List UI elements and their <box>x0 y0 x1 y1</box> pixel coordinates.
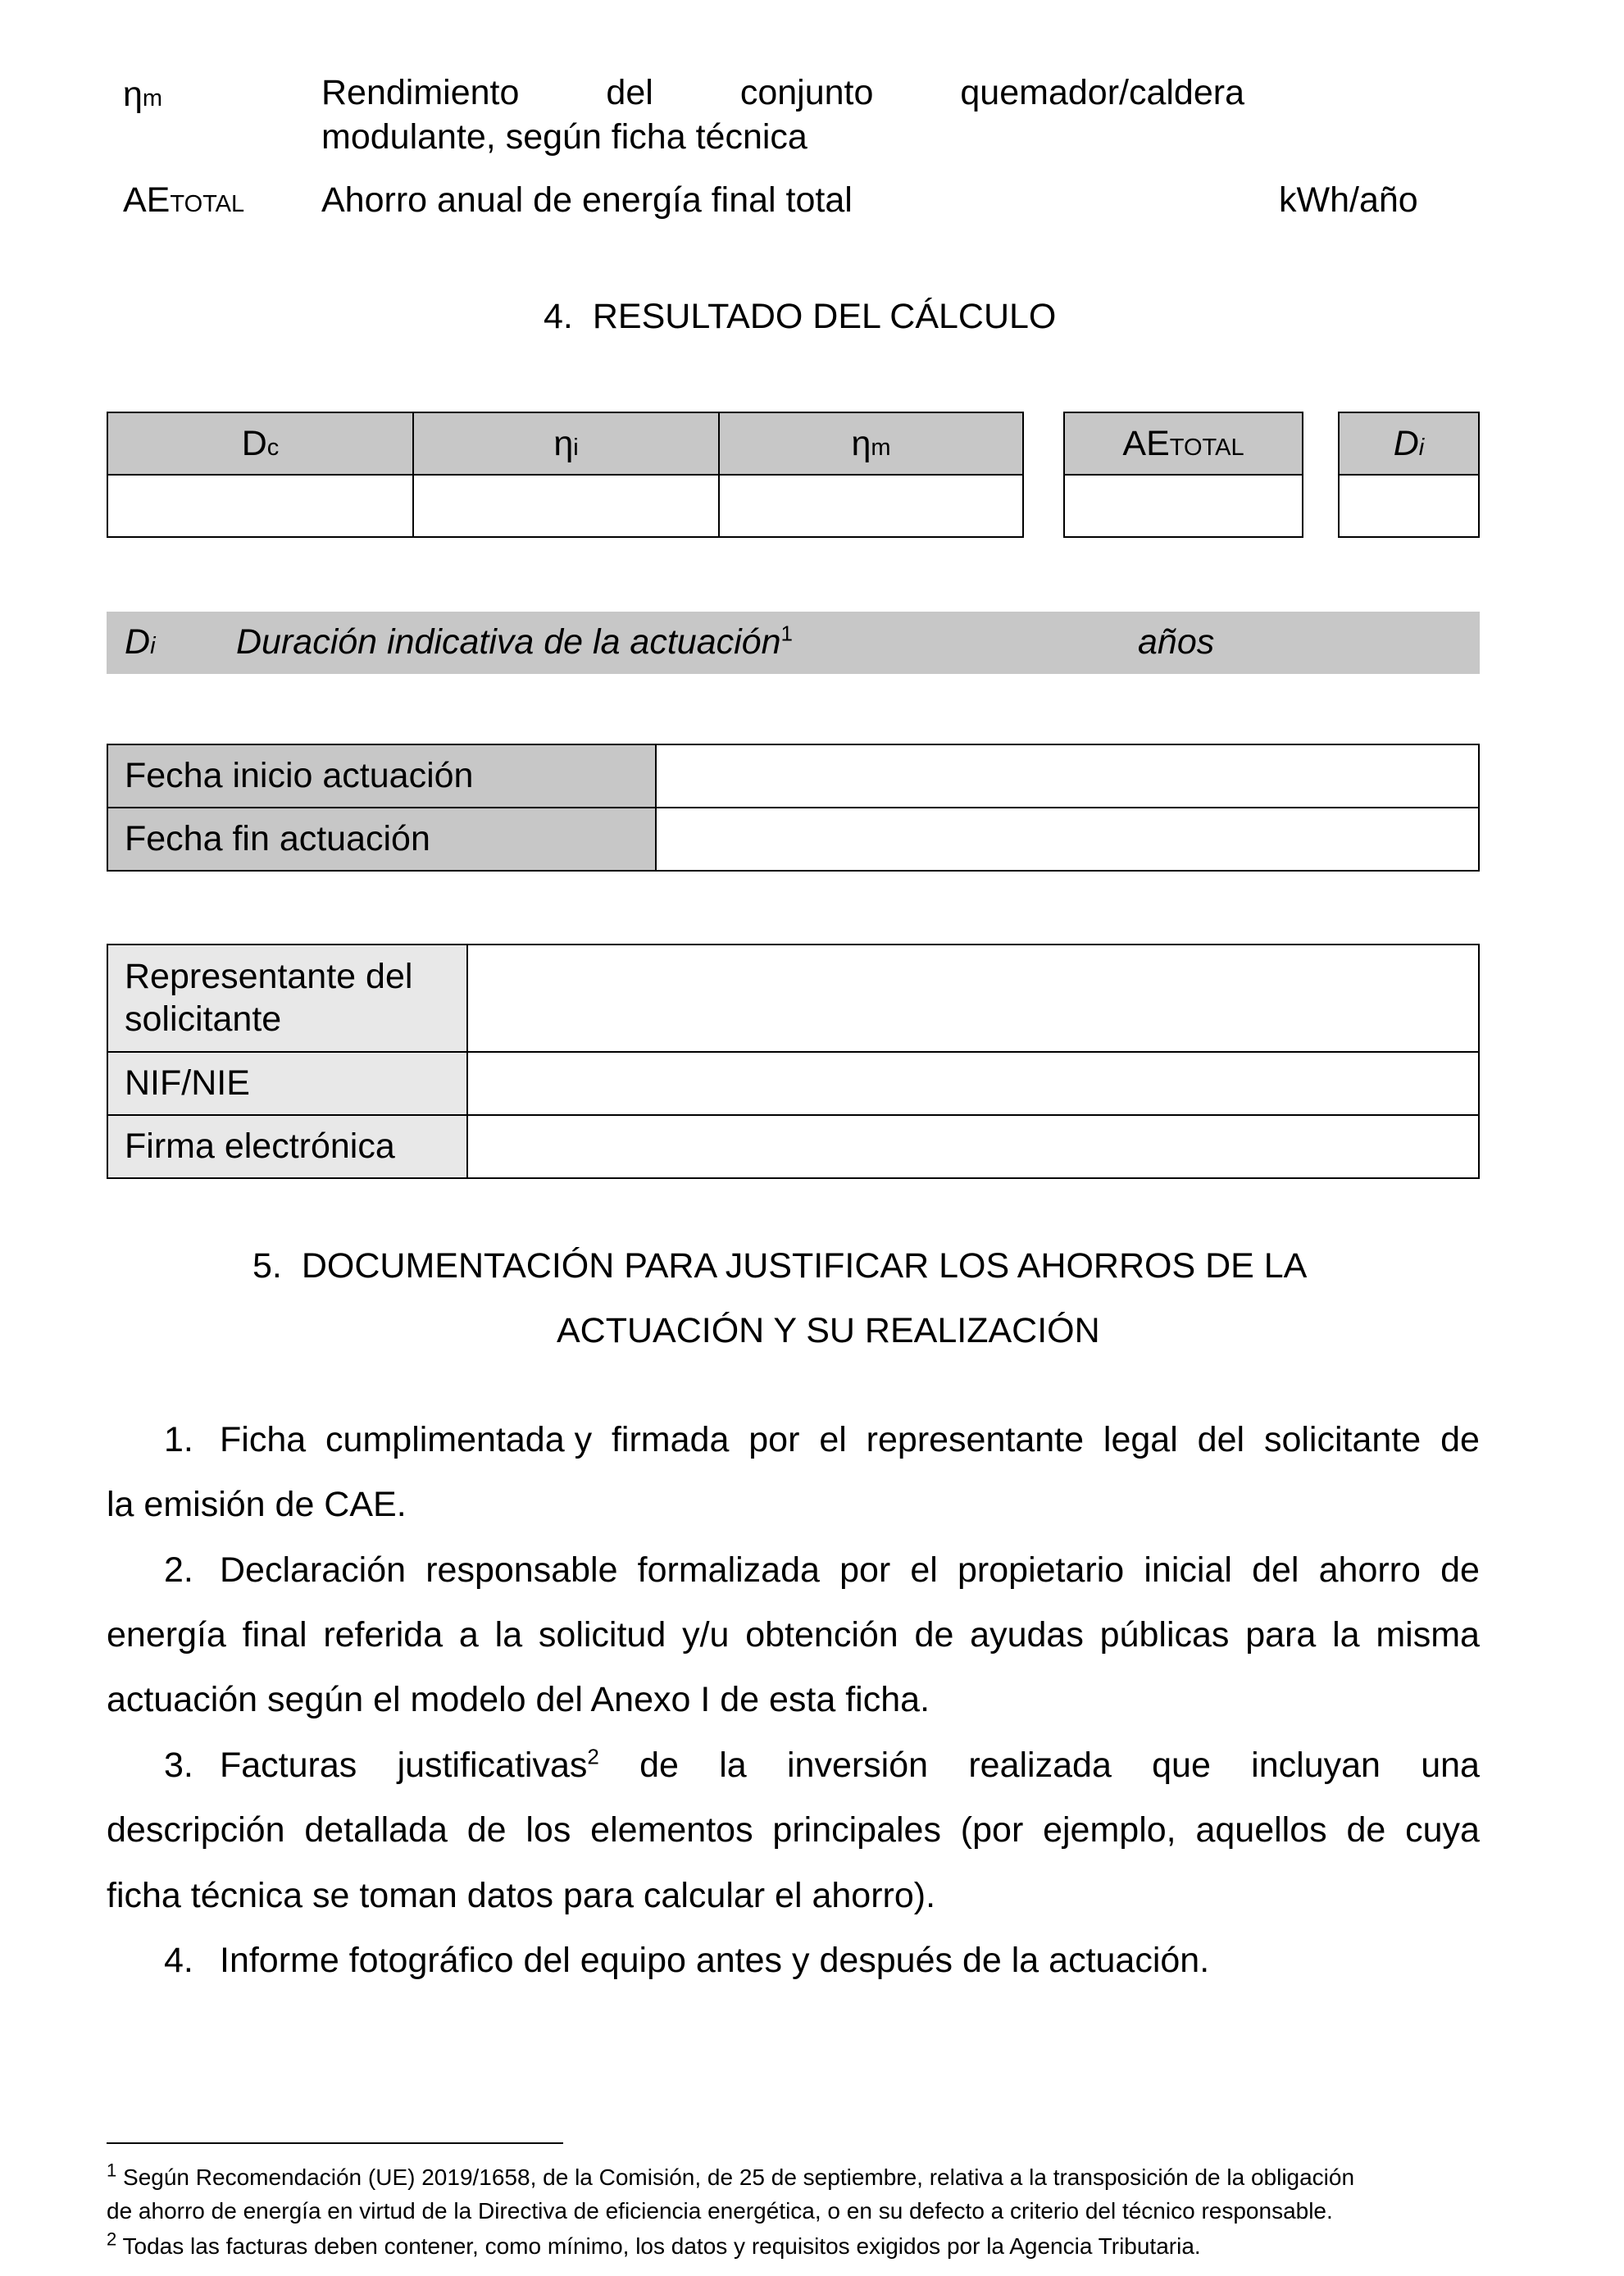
signature-field[interactable] <box>467 1115 1479 1178</box>
symbol-base: η <box>851 423 871 463</box>
word: que <box>1152 1746 1211 1785</box>
symbol-base: AE <box>123 180 171 220</box>
header-dc <box>107 412 413 475</box>
representative-label <box>107 945 467 1052</box>
input-eta-i[interactable] <box>413 475 719 537</box>
doc-item-1-line2: la emisión de CAE. <box>107 1485 407 1524</box>
word: de <box>1440 1420 1480 1459</box>
symbol-base: D <box>125 622 151 662</box>
duration-symbol <box>125 621 156 664</box>
footnote-text: Todas las facturas deben contener, como mínimo, los datos y requisitos exigidos por la Agencia Tributaria. <box>122 2233 1201 2259</box>
item-number: 2. <box>164 1550 193 1590</box>
word: aquellos <box>1195 1810 1327 1850</box>
header-eta-i <box>413 412 719 475</box>
result-table <box>107 412 1024 538</box>
duration-label <box>236 621 793 664</box>
section-title: RESULTADO DEL CÁLCULO <box>592 297 1057 336</box>
word: referida <box>323 1615 444 1655</box>
result-table-di <box>1338 412 1480 538</box>
word: los <box>525 1810 571 1850</box>
item-number: 1. <box>164 1420 193 1459</box>
word: conjunto <box>739 73 874 112</box>
word: quemador/caldera <box>960 73 1244 112</box>
doc-item-1-line1 <box>164 1419 1480 1462</box>
word: solicitud <box>538 1615 666 1655</box>
section-number: 4. <box>544 297 573 336</box>
header-di <box>1339 412 1479 475</box>
section-4-heading <box>544 296 1056 339</box>
symbol-subscript: i <box>150 633 156 659</box>
word: Declaración <box>220 1550 407 1590</box>
doc-item-2-line3: actuación según el modelo del Anexo I de esta ficha. <box>107 1680 930 1719</box>
symbol-base: η <box>123 75 143 114</box>
definition-symbol-eta-m <box>123 74 162 116</box>
word-with-footnote <box>398 1745 599 1787</box>
nif-nie-field[interactable] <box>467 1052 1479 1115</box>
section-5-heading-line2: ACTUACIÓN Y SU REALIZACIÓN <box>557 1311 1100 1350</box>
footnote-1 <box>107 2161 1500 2228</box>
duration-label-text: Duración indicativa de la actuación <box>236 622 781 662</box>
item-number: 4. <box>164 1941 193 1980</box>
section-number: 5. <box>252 1246 282 1286</box>
symbol-base: D <box>1393 423 1419 463</box>
word: a <box>458 1615 479 1655</box>
word: inicial <box>1144 1550 1232 1590</box>
section-5-heading-line1 <box>252 1245 1307 1288</box>
doc-item-3-line3: ficha técnica se toman datos para calcular el ahorro). <box>107 1876 936 1915</box>
applicant-table <box>107 944 1480 1179</box>
word: firmada <box>611 1420 730 1459</box>
duration-bar <box>107 612 1480 674</box>
word: de <box>1346 1810 1386 1850</box>
footnote-ref: 1 <box>780 621 793 646</box>
word: para <box>1245 1615 1317 1655</box>
doc-item-2-line2 <box>107 1614 1480 1657</box>
word: representante <box>866 1420 1085 1459</box>
word: ayudas <box>970 1615 1084 1655</box>
symbol-subscript: i <box>1418 434 1425 461</box>
result-table-ae <box>1063 412 1303 538</box>
word: obtención <box>745 1615 898 1655</box>
definition-symbol-ae-total <box>123 180 244 222</box>
symbol-base: η <box>553 423 574 463</box>
word: (por <box>960 1810 1024 1850</box>
word: detallada <box>304 1810 448 1850</box>
item-words <box>220 1419 1480 1462</box>
footnote-number: 2 <box>107 2228 117 2250</box>
item-number: 3. <box>164 1746 193 1785</box>
word: por <box>839 1550 891 1590</box>
word: justificativas <box>397 1746 588 1785</box>
word: inversión <box>786 1746 929 1785</box>
word: el <box>819 1420 847 1459</box>
definition-unit-ae-total: kWh/año <box>1279 180 1418 220</box>
word: incluyan <box>1251 1746 1381 1785</box>
symbol-subscript: TOTAL <box>1169 434 1244 461</box>
word: descripción <box>107 1810 285 1850</box>
word: del <box>606 73 653 112</box>
footnote-text: Según Recomendación (UE) 2019/1658, de la Comisión, de 25 de septiembre, relativa a la transposición de la obligación <box>123 2164 1355 2190</box>
word: propietario <box>958 1550 1125 1590</box>
word: cumplimentada y <box>325 1420 593 1459</box>
footnote-ref: 2 <box>587 1744 599 1769</box>
word: principales <box>772 1810 941 1850</box>
start-date-field[interactable] <box>656 744 1479 808</box>
word: Ficha <box>220 1420 307 1459</box>
word: final <box>242 1615 307 1655</box>
word: del <box>1252 1550 1299 1590</box>
input-di[interactable] <box>1339 475 1479 537</box>
nif-nie-label: NIF/NIE <box>107 1052 467 1115</box>
symbol-subscript: m <box>142 85 163 112</box>
word: la <box>494 1615 523 1655</box>
word: misma <box>1376 1615 1480 1655</box>
word: Facturas <box>220 1746 357 1785</box>
word: elementos <box>590 1810 753 1850</box>
end-date-field[interactable] <box>656 808 1479 871</box>
word: de <box>466 1810 507 1850</box>
word: ejemplo, <box>1043 1810 1176 1850</box>
word: realizada <box>968 1746 1112 1785</box>
word: ahorro <box>1318 1550 1421 1590</box>
symbol-subscript: i <box>573 434 579 461</box>
word: del <box>1197 1420 1245 1459</box>
symbol-base: D <box>241 423 267 463</box>
doc-item-4-line1 <box>164 1940 1209 1982</box>
end-date-label: Fecha fin actuación <box>107 808 656 871</box>
word: por <box>748 1420 800 1459</box>
definition-desc-eta-m <box>321 72 1244 158</box>
definition-desc-line1 <box>321 72 1244 115</box>
symbol-base: AE <box>1122 423 1170 463</box>
input-dc[interactable] <box>107 475 413 537</box>
footnote-2 <box>107 2230 1500 2264</box>
word: Rendimiento <box>321 73 520 112</box>
doc-item-3-line1 <box>164 1745 1480 1787</box>
item-words <box>220 1550 1480 1592</box>
definition-desc-line2: modulante, según ficha técnica <box>321 116 807 157</box>
representative-field[interactable] <box>467 945 1479 1052</box>
symbol-subscript: c <box>266 434 280 461</box>
header-eta-m <box>719 412 1023 475</box>
word: de <box>639 1746 679 1785</box>
duration-unit: años <box>1138 622 1215 662</box>
signature-label: Firma electrónica <box>107 1115 467 1178</box>
word: legal <box>1103 1420 1178 1459</box>
start-date-label: Fecha inicio actuación <box>107 744 656 808</box>
symbol-subscript: TOTAL <box>170 191 245 217</box>
input-ae-total[interactable] <box>1064 475 1303 537</box>
doc-item-2-line1 <box>164 1550 1480 1592</box>
label-line: solicitante <box>125 999 282 1039</box>
item-words <box>220 1745 1480 1787</box>
label-line: Representante del <box>125 956 413 996</box>
word: la <box>719 1746 747 1785</box>
doc-item-3-line2 <box>107 1809 1480 1852</box>
word: de <box>914 1615 954 1655</box>
word: el <box>910 1550 938 1590</box>
word: responsable <box>425 1550 618 1590</box>
footnote-1-line2: de ahorro de energía en virtud de la Directiva de eficiencia energética, o en su defecto a criterio del técnico responsable. <box>107 2197 1333 2224</box>
word: una <box>1421 1746 1480 1785</box>
footnote-separator <box>107 2142 563 2144</box>
item-text: Informe fotográfico del equipo antes y después de la actuación. <box>220 1941 1210 1980</box>
word: la <box>1332 1615 1360 1655</box>
section-title: DOCUMENTACIÓN PARA JUSTIFICAR LOS AHORROS DE LA <box>301 1246 1308 1286</box>
footnote-number: 1 <box>107 2160 117 2181</box>
header-ae-total <box>1064 412 1303 475</box>
word: solicitante <box>1263 1420 1422 1459</box>
word: de <box>1440 1550 1480 1590</box>
word: energía <box>107 1615 226 1655</box>
word: públicas <box>1099 1615 1230 1655</box>
definition-desc-ae-total: Ahorro anual de energía final total <box>321 180 853 220</box>
word: formalizada <box>637 1550 820 1590</box>
dates-table <box>107 744 1480 872</box>
symbol-subscript: m <box>871 434 891 461</box>
word: cuya <box>1405 1810 1480 1850</box>
input-eta-m[interactable] <box>719 475 1023 537</box>
footnote-1-line1 <box>107 2161 1500 2195</box>
word: y/u <box>682 1615 730 1655</box>
